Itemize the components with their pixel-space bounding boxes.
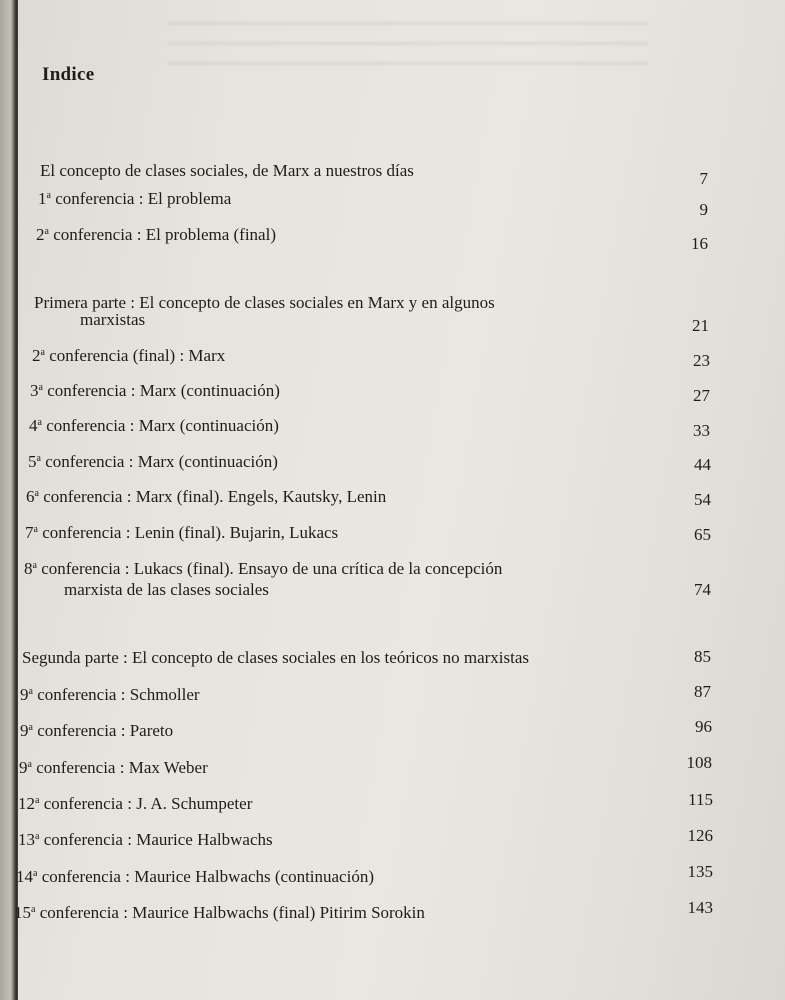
entry-text: conferencia : Marx (continuación) xyxy=(42,381,280,400)
page-number: 23 xyxy=(693,351,710,370)
entry-text: conferencia (final) : Marx xyxy=(44,346,226,365)
entry-text: conferencia : El problema xyxy=(50,189,232,208)
page-number: 85 xyxy=(694,647,711,666)
entry-text: conferencia : Pareto xyxy=(32,721,174,740)
ordinal-indicator: a xyxy=(40,347,45,358)
ordinal-indicator: a xyxy=(46,190,51,201)
toc-entry-title xyxy=(20,684,200,705)
toc-entry-title xyxy=(26,486,386,507)
toc-entry-title xyxy=(19,757,208,778)
lecture-number: 14 xyxy=(16,867,33,886)
lecture-number: 9 xyxy=(20,685,29,704)
page-number: 7 xyxy=(699,169,708,188)
book-page xyxy=(14,0,785,1000)
entry-text: conferencia : Max Weber xyxy=(31,758,208,777)
page-number: 135 xyxy=(687,862,713,881)
entry-text: conferencia : Marx (continuación) xyxy=(41,416,279,435)
entry-text: conferencia : Marx (final). Engels, Kautsky, Lenin xyxy=(38,487,387,506)
ordinal-indicator: a xyxy=(33,524,38,535)
page-number: 74 xyxy=(694,580,711,599)
toc-entry-title xyxy=(29,415,279,436)
page-number: 54 xyxy=(694,490,711,509)
ordinal-indicator: a xyxy=(38,382,43,393)
page-number: 27 xyxy=(693,386,710,405)
toc-entry-title xyxy=(40,160,414,181)
toc-entry-title xyxy=(16,866,374,887)
lecture-number: 6 xyxy=(26,487,35,506)
ordinal-indicator: a xyxy=(31,904,36,915)
entry-text: conferencia : Lenin (final). Bujarin, Lukacs xyxy=(37,523,339,542)
page-number: 96 xyxy=(695,717,712,736)
entry-text: conferencia : Maurice Halbwachs xyxy=(39,830,273,849)
ordinal-indicator: a xyxy=(44,226,49,237)
page-number: 87 xyxy=(694,682,711,701)
lecture-number: 7 xyxy=(25,523,34,542)
toc-entry-title xyxy=(24,558,502,579)
lecture-number: 5 xyxy=(28,452,37,471)
entry-text: conferencia : Lukacs (final). Ensayo de una crítica de la concepción xyxy=(36,559,503,578)
toc-entry-title xyxy=(30,380,280,401)
ordinal-indicator: a xyxy=(36,453,41,464)
show-through-text xyxy=(168,8,648,78)
page-number: 21 xyxy=(692,316,709,335)
ordinal-indicator: a xyxy=(37,417,42,428)
lecture-number: 8 xyxy=(24,559,33,578)
lecture-number: 13 xyxy=(18,830,35,849)
ordinal-indicator: a xyxy=(32,560,37,571)
toc-entry-title xyxy=(18,829,273,850)
lecture-number: 3 xyxy=(30,381,39,400)
entry-text: conferencia : Schmoller xyxy=(32,685,200,704)
page-number: 115 xyxy=(688,790,713,809)
ordinal-indicator: a xyxy=(35,831,40,842)
lecture-number: 12 xyxy=(18,794,35,813)
page-number: 126 xyxy=(687,826,713,845)
toc-entry-title xyxy=(32,345,225,366)
book-spine xyxy=(0,0,18,1000)
entry-continuation: marxistas xyxy=(80,310,146,329)
toc-entry-title xyxy=(25,522,338,543)
page-number: 33 xyxy=(693,421,710,440)
lecture-number: 2 xyxy=(36,225,45,244)
toc-entry-title xyxy=(18,793,252,814)
ordinal-indicator: a xyxy=(27,759,32,770)
lecture-number: 2 xyxy=(32,346,41,365)
lecture-number: 1 xyxy=(38,189,47,208)
toc-entry-title xyxy=(22,647,529,668)
ordinal-indicator: a xyxy=(28,722,33,733)
lecture-number: 15 xyxy=(14,903,31,922)
entry-text: Segunda parte : El concepto de clases sociales en los teóricos no marxistas xyxy=(22,648,530,667)
entry-text: Primera parte : El concepto de clases sociales en Marx y en algunos xyxy=(34,293,495,312)
entry-continuation: marxista de las clases sociales xyxy=(64,580,269,599)
toc-entry-title xyxy=(14,902,425,923)
page-number: 9 xyxy=(699,200,708,219)
ordinal-indicator: a xyxy=(35,795,40,806)
entry-text: conferencia : El problema (final) xyxy=(48,225,276,244)
ordinal-indicator: a xyxy=(28,686,33,697)
lecture-number: 4 xyxy=(29,416,38,435)
page-number: 143 xyxy=(687,898,713,917)
lecture-number: 9 xyxy=(20,721,29,740)
entry-text: conferencia : Maurice Halbwachs (final) Pitirim Sorokin xyxy=(35,903,425,922)
ordinal-indicator: a xyxy=(33,868,38,879)
ordinal-indicator: a xyxy=(34,488,39,499)
page-title: Indice xyxy=(42,64,95,85)
toc-entry-title xyxy=(28,451,278,472)
page-number: 44 xyxy=(694,455,711,474)
toc-entry-title xyxy=(20,720,173,741)
entry-text: El concepto de clases sociales, de Marx a nuestros días xyxy=(40,161,414,180)
page-number: 65 xyxy=(694,525,711,544)
entry-text: conferencia : Marx (continuación) xyxy=(40,452,278,471)
page-number: 108 xyxy=(686,753,712,772)
toc-entry-title xyxy=(36,224,276,245)
lecture-number: 9 xyxy=(19,758,28,777)
entry-text: conferencia : J. A. Schumpeter xyxy=(39,794,253,813)
page-number: 16 xyxy=(691,234,708,253)
entry-text: conferencia : Maurice Halbwachs (continuación) xyxy=(37,867,374,886)
toc-entry-title xyxy=(38,188,231,209)
